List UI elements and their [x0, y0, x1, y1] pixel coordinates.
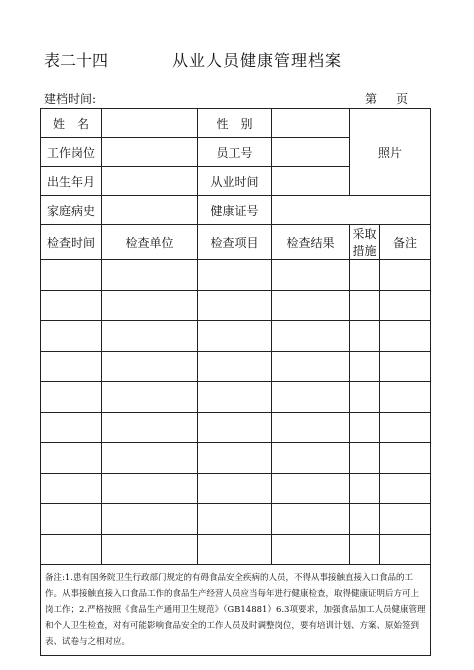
table-cell[interactable] [380, 382, 431, 413]
table-cell[interactable] [198, 534, 272, 565]
table-cell[interactable] [102, 473, 198, 504]
table-row [41, 412, 431, 443]
gender-label: 性 别 [198, 109, 272, 138]
table-cell[interactable] [350, 351, 380, 382]
col-remarks: 备注 [380, 225, 431, 260]
table-row [41, 443, 431, 474]
table-cell[interactable] [198, 382, 272, 413]
table-cell[interactable] [198, 473, 272, 504]
birth-field[interactable] [102, 167, 198, 196]
table-cell[interactable] [198, 443, 272, 474]
table-cell[interactable] [272, 260, 350, 291]
exam-rows [41, 260, 431, 565]
col-exam-items: 检查项目 [198, 225, 272, 260]
page-title: 从业人员健康管理档案 [172, 51, 343, 70]
table-cell[interactable] [41, 534, 102, 565]
table-number: 表二十四 [44, 51, 109, 70]
position-field[interactable] [102, 138, 198, 167]
table-cell[interactable] [41, 321, 102, 352]
table-cell[interactable] [380, 504, 431, 535]
table-cell[interactable] [198, 351, 272, 382]
table-cell[interactable] [350, 260, 380, 291]
notes-text: 备注:1.患有国务院卫生行政部门规定的有碍食品安全疾病的人员，不得从事接触直接入口食品的工作。从事接触直接入口食品工作的食品生产经营人员应当每年进行健康检查，取得健康证明后方可上岗工作；2.严格按照《食品生产通用卫生规范》（GB14881）6.3项要求，加强食品加工人员健康管理和个人卫生检查，对有可能影响食品安全的工作人员及时调整岗位，要有培训计划、方案、原始签到表、试卷与之相对应。 [41, 565, 431, 656]
col-exam-result: 检查结果 [272, 225, 350, 260]
table-cell[interactable] [350, 321, 380, 352]
table-cell[interactable] [350, 534, 380, 565]
table-row [41, 382, 431, 413]
table-cell[interactable] [102, 260, 198, 291]
table-cell[interactable] [272, 443, 350, 474]
table-cell[interactable] [272, 382, 350, 413]
table-row [41, 351, 431, 382]
birth-label: 出生年月 [41, 167, 102, 196]
table-cell[interactable] [350, 473, 380, 504]
table-cell[interactable] [198, 290, 272, 321]
table-row [41, 534, 431, 565]
table-cell[interactable] [380, 351, 431, 382]
table-cell[interactable] [198, 321, 272, 352]
notes-row [41, 565, 431, 656]
start-date-label: 从业时间 [198, 167, 272, 196]
table-row [41, 260, 431, 291]
start-date-field[interactable] [272, 167, 350, 196]
health-cert-label: 健康证号 [198, 196, 272, 225]
table-cell[interactable] [41, 260, 102, 291]
archive-date-label: 建档时间: [44, 92, 97, 106]
table-cell[interactable] [350, 382, 380, 413]
table-cell[interactable] [380, 473, 431, 504]
table-cell[interactable] [102, 504, 198, 535]
table-cell[interactable] [272, 290, 350, 321]
col-exam-date: 检查时间 [41, 225, 102, 260]
table-cell[interactable] [102, 382, 198, 413]
table-cell[interactable] [198, 260, 272, 291]
table-cell[interactable] [272, 473, 350, 504]
family-history-field[interactable] [102, 196, 198, 225]
table-cell[interactable] [102, 534, 198, 565]
employee-id-field[interactable] [272, 138, 350, 167]
photo-box: 照片 [350, 109, 431, 196]
table-row [41, 290, 431, 321]
exam-header-row [41, 225, 431, 260]
col-exam-unit: 检查单位 [102, 225, 198, 260]
health-cert-field[interactable] [272, 196, 431, 225]
table-cell[interactable] [272, 534, 350, 565]
page-number-label: 第 [365, 92, 378, 106]
table-cell[interactable] [41, 473, 102, 504]
table-cell[interactable] [380, 290, 431, 321]
table-cell[interactable] [41, 443, 102, 474]
health-record-form [40, 108, 431, 656]
table-cell[interactable] [102, 351, 198, 382]
table-cell[interactable] [198, 412, 272, 443]
table-cell[interactable] [350, 412, 380, 443]
table-cell[interactable] [102, 412, 198, 443]
table-cell[interactable] [102, 290, 198, 321]
table-cell[interactable] [272, 504, 350, 535]
table-cell[interactable] [380, 260, 431, 291]
table-cell[interactable] [380, 534, 431, 565]
form-row-name [41, 109, 431, 138]
table-cell[interactable] [41, 382, 102, 413]
table-cell[interactable] [350, 504, 380, 535]
table-row [41, 321, 431, 352]
col-measures: 采取措施 [350, 225, 380, 260]
table-cell[interactable] [380, 443, 431, 474]
family-history-label: 家庭病史 [41, 196, 102, 225]
table-cell[interactable] [102, 443, 198, 474]
name-label: 姓 名 [41, 109, 102, 138]
table-cell[interactable] [41, 290, 102, 321]
table-row [41, 504, 431, 535]
employee-id-label: 员工号 [198, 138, 272, 167]
position-label: 工作岗位 [41, 138, 102, 167]
table-cell[interactable] [380, 321, 431, 352]
table-cell[interactable] [41, 412, 102, 443]
table-cell[interactable] [272, 412, 350, 443]
table-cell[interactable] [198, 504, 272, 535]
table-cell[interactable] [41, 504, 102, 535]
table-cell[interactable] [272, 321, 350, 352]
table-cell[interactable] [41, 351, 102, 382]
page-unit-label: 页 [396, 92, 409, 106]
table-cell[interactable] [350, 290, 380, 321]
table-cell[interactable] [102, 321, 198, 352]
form-row-family [41, 196, 431, 225]
table-cell[interactable] [380, 412, 431, 443]
table-cell[interactable] [272, 351, 350, 382]
table-cell[interactable] [350, 443, 380, 474]
gender-field[interactable] [272, 109, 350, 138]
name-field[interactable] [102, 109, 198, 138]
table-row [41, 473, 431, 504]
